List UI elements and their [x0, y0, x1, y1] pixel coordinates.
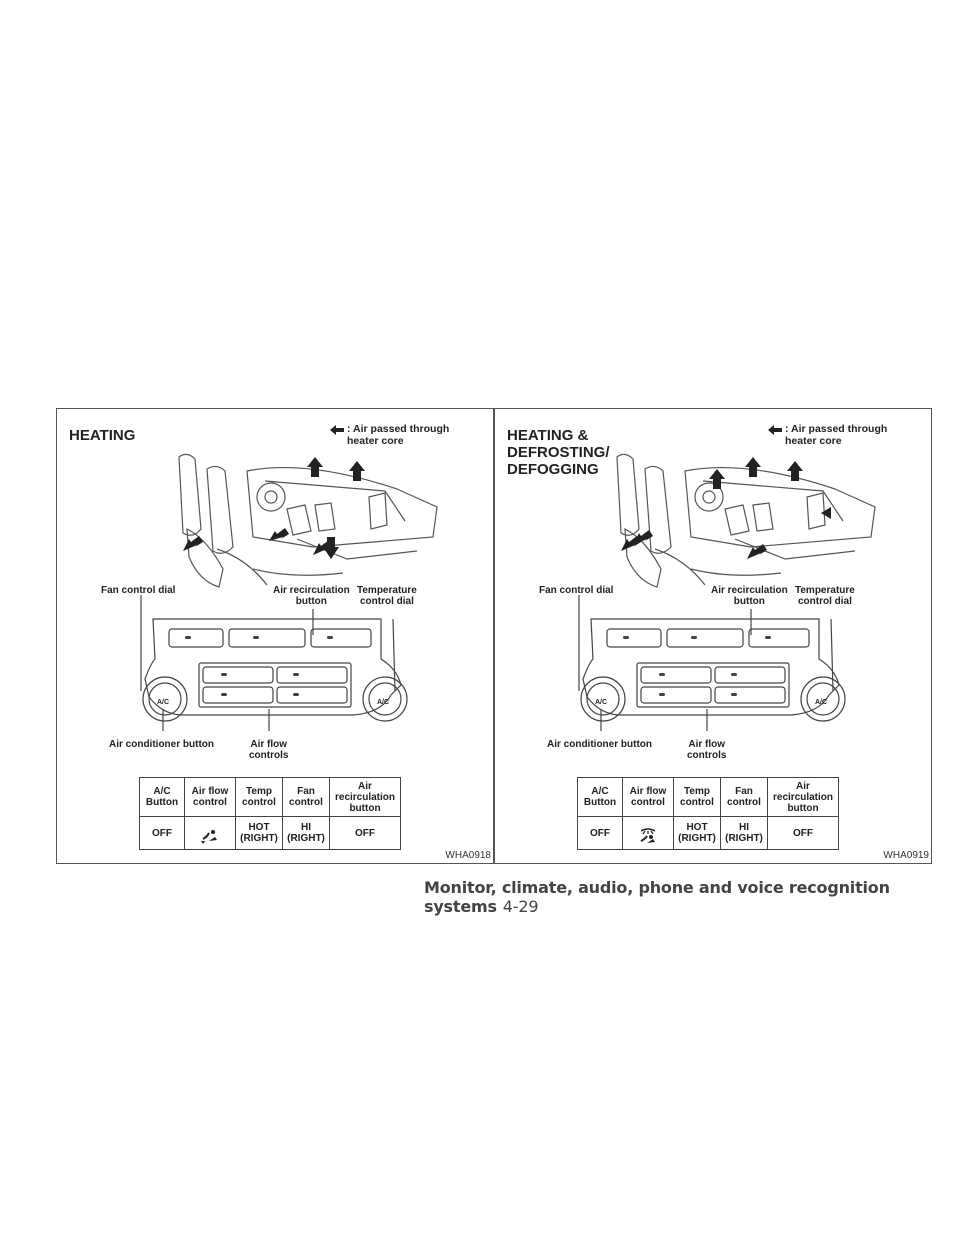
table-header: Air flow control [623, 778, 674, 817]
label-ac-text-right: A/C [815, 699, 828, 706]
table-cell: HI (RIGHT) [721, 817, 768, 850]
page-footer [424, 878, 960, 916]
table-header: A/C Button [140, 778, 185, 817]
label-ac-text: A/C [595, 699, 608, 706]
table-cell: HOT (RIGHT) [236, 817, 283, 850]
page-number: 4-29 [502, 897, 539, 916]
label-air-flow-controls: Air flow controls [687, 739, 727, 761]
table-header: Fan control [721, 778, 768, 817]
table-header: Air recirculation button [768, 778, 839, 817]
table-cell: OFF [768, 817, 839, 850]
section-title: Monitor, climate, audio, phone and voice recognition systems [424, 878, 890, 916]
figure-heating-defrosting [494, 408, 932, 864]
label-fan-control-dial: Fan control dial [539, 585, 614, 596]
label-air-conditioner-button: Air conditioner button [109, 739, 214, 750]
settings-table [577, 777, 839, 850]
table-cell: OFF [140, 817, 185, 850]
table-header: Temp control [236, 778, 283, 817]
label-ac-text-right: A/C [377, 699, 390, 706]
label-air-recirculation-button: Air recirculation button [711, 585, 788, 607]
label-air-conditioner-button: Air conditioner button [547, 739, 652, 750]
figure-code: WHA0919 [883, 850, 929, 861]
label-temperature-control-dial: Temperature control dial [357, 585, 417, 607]
figure-code: WHA0918 [445, 850, 491, 861]
label-temperature-control-dial: Temperature control dial [795, 585, 855, 607]
label-air-flow-controls: Air flow controls [249, 739, 289, 761]
legend-text: : Air passed through heater core [785, 423, 888, 447]
table-cell-airflow [623, 817, 674, 850]
table-header: A/C Button [578, 778, 623, 817]
table-header: Air recirculation button [330, 778, 401, 817]
label-ac-text: A/C [157, 699, 170, 706]
label-air-recirculation-button: Air recirculation button [273, 585, 350, 607]
figure-heating [56, 408, 494, 864]
figure-title: HEATING [69, 427, 136, 444]
figure-title: HEATING & DEFROSTING/ DEFOGGING [507, 427, 610, 478]
settings-table [139, 777, 401, 850]
table-cell: OFF [330, 817, 401, 850]
table-header: Air flow control [185, 778, 236, 817]
table-cell: HI (RIGHT) [283, 817, 330, 850]
table-header: Temp control [674, 778, 721, 817]
table-header: Fan control [283, 778, 330, 817]
defrost-floor-vent-icon [637, 828, 659, 846]
table-cell-airflow [185, 817, 236, 850]
legend-text: : Air passed through heater core [347, 423, 450, 447]
table-cell: HOT (RIGHT) [674, 817, 721, 850]
label-fan-control-dial: Fan control dial [101, 585, 176, 596]
floor-vent-icon [199, 829, 221, 845]
table-cell: OFF [578, 817, 623, 850]
